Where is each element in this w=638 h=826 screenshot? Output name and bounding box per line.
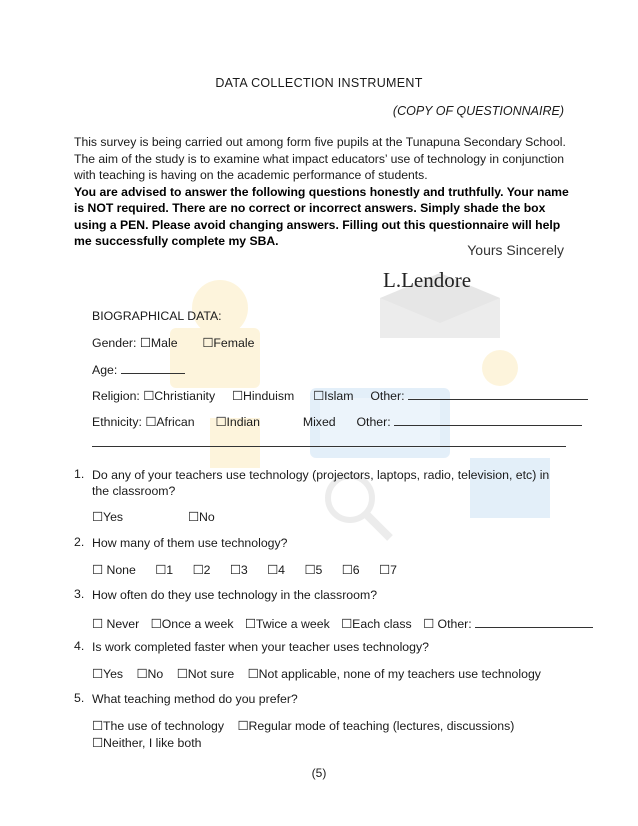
- ethnicity-option-mixed[interactable]: Mixed: [302, 415, 336, 429]
- intro-paragraph: This survey is being carried out among form five pupils at the Tunapuna Secondary School. The aim of the study is to examine what impact educators’ use of technology in conjunction with teaching is having on the academic performance of students.: [74, 135, 566, 182]
- option-twice-a-week[interactable]: ☐Twice a week: [244, 617, 330, 631]
- option-no[interactable]: ☐No: [136, 667, 164, 681]
- question-number: 4.: [74, 639, 85, 653]
- ethnicity-option-african[interactable]: ☐African: [145, 415, 195, 429]
- question-text: How often do they use technology in the classroom?: [92, 588, 378, 602]
- option-3[interactable]: ☐3: [229, 563, 248, 577]
- gender-label: Gender:: [92, 336, 137, 350]
- option-6[interactable]: ☐6: [341, 563, 360, 577]
- instructions-paragraph: You are advised to answer the following questions honestly and truthfully. Your name is NOT required. There are no correct or incorrect answers. Simply shade the box using a PEN. Please avoid changing answers. Filling out this questionnaire will help me successfully complete my SBA.: [74, 184, 569, 248]
- section-divider: [92, 446, 566, 447]
- option-once-a-week[interactable]: ☐Once a week: [150, 617, 234, 631]
- gender-row: [92, 336, 254, 350]
- option-other-field[interactable]: [475, 615, 593, 628]
- option-not-sure[interactable]: ☐Not sure: [176, 667, 235, 681]
- ethnicity-other-field[interactable]: [394, 413, 582, 426]
- question-options: [92, 667, 541, 681]
- question-text: Do any of your teachers use technology (projectors, laptops, radio, television, etc) in the classroom?: [92, 468, 550, 498]
- question-text: How many of them use technology?: [92, 536, 288, 550]
- copy-note: (COPY OF QUESTIONNAIRE): [392, 104, 564, 118]
- question-options-line-1: [92, 719, 514, 733]
- option-neither[interactable]: ☐Neither, I like both: [92, 736, 202, 750]
- option-regular-mode[interactable]: ☐Regular mode of teaching (lectures, discussions): [237, 719, 515, 733]
- option-never[interactable]: ☐ Never: [92, 617, 140, 631]
- gender-option-male[interactable]: ☐Male: [139, 336, 178, 350]
- religion-row: [92, 387, 588, 403]
- option-no[interactable]: ☐No: [187, 510, 215, 524]
- option-use-of-technology[interactable]: ☐The use of technology: [92, 719, 225, 733]
- age-label: Age:: [92, 363, 118, 377]
- option-yes[interactable]: ☐Yes: [92, 510, 124, 524]
- ethnicity-other-label: Other:: [356, 415, 391, 429]
- ethnicity-label: Ethnicity:: [92, 415, 142, 429]
- ethnicity-row: [92, 413, 582, 429]
- intro-section: [74, 134, 574, 250]
- question-number: 1.: [74, 467, 85, 481]
- question-text: Is work completed faster when your teacher uses technology?: [92, 640, 429, 654]
- religion-label: Religion:: [92, 389, 140, 403]
- question-text: What teaching method do you prefer?: [92, 692, 298, 706]
- question-number: 2.: [74, 535, 85, 549]
- religion-option-christianity[interactable]: ☐Christianity: [143, 389, 216, 403]
- question-options: [92, 615, 593, 631]
- age-row: [92, 361, 185, 377]
- biographical-heading: BIOGRAPHICAL DATA:: [92, 309, 222, 323]
- question-number: 5.: [74, 691, 85, 705]
- question-options: [92, 563, 397, 577]
- gender-option-female[interactable]: ☐Female: [202, 336, 255, 350]
- option-2[interactable]: ☐2: [192, 563, 211, 577]
- option-each-class[interactable]: ☐Each class: [341, 617, 412, 631]
- option-4[interactable]: ☐4: [267, 563, 286, 577]
- question-number: 3.: [74, 587, 85, 601]
- ethnicity-option-indian[interactable]: ☐Indian: [215, 415, 260, 429]
- age-field[interactable]: [121, 361, 185, 374]
- question-options: [92, 510, 215, 524]
- signature: L.Lendore: [383, 268, 472, 292]
- religion-option-islam[interactable]: ☐Islam: [313, 389, 354, 403]
- closing-yours: Yours Sincerely: [467, 242, 564, 258]
- option-not-applicable[interactable]: ☐Not applicable, none of my teachers use technology: [247, 667, 541, 681]
- option-5[interactable]: ☐5: [304, 563, 323, 577]
- option-none[interactable]: ☐ None: [92, 563, 136, 577]
- option-1[interactable]: ☐1: [155, 563, 174, 577]
- religion-other-field[interactable]: [408, 387, 588, 400]
- option-7[interactable]: ☐7: [379, 563, 397, 577]
- option-yes[interactable]: ☐Yes: [92, 667, 124, 681]
- option-other-label: ☐ Other:: [423, 617, 472, 631]
- religion-other-label: Other:: [370, 389, 405, 403]
- religion-option-hinduism[interactable]: ☐Hinduism: [231, 389, 295, 403]
- question-options-line-2: [92, 736, 201, 750]
- document-title: DATA COLLECTION INSTRUMENT: [215, 76, 423, 90]
- page-number: (5): [311, 766, 327, 780]
